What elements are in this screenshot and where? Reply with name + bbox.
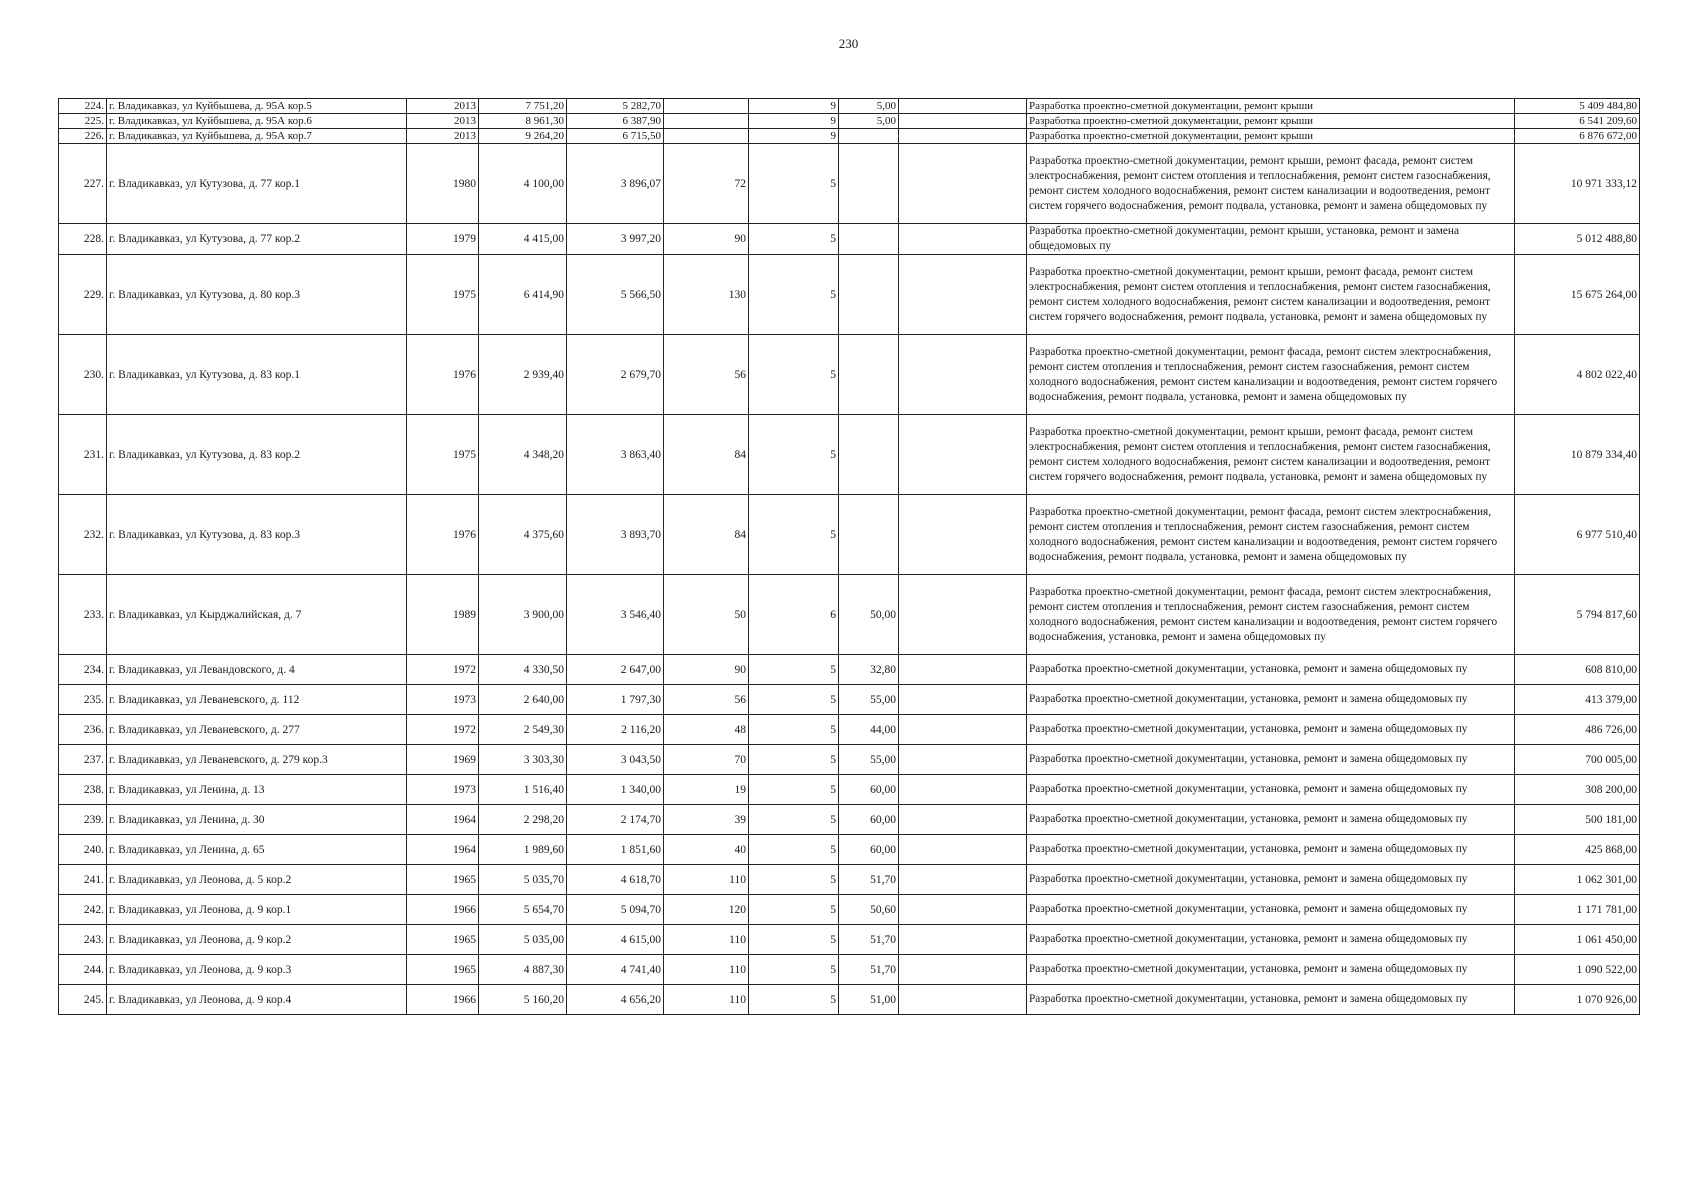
residents-cell: 40 [664,835,749,865]
address-cell: г. Владикавказ, ул Кутузова, д. 83 кор.2 [107,415,407,495]
work-description-cell: Разработка проектно-сметной документации, установка, ремонт и замена общедомовых пу [1027,655,1515,685]
blank-cell [899,495,1027,575]
residents-cell: 84 [664,495,749,575]
living-area-cell: 4 615,00 [567,925,664,955]
cost-cell: 413 379,00 [1515,685,1640,715]
row-number: 232. [59,495,107,575]
row-number: 227. [59,144,107,224]
residents-cell: 110 [664,865,749,895]
row-number: 228. [59,224,107,255]
wear-cell: 51,00 [839,985,899,1015]
total-area-cell: 4 330,50 [479,655,567,685]
table-row [59,775,1640,805]
total-area-cell: 5 160,20 [479,985,567,1015]
residents-cell: 56 [664,685,749,715]
living-area-cell: 2 116,20 [567,715,664,745]
cost-cell: 700 005,00 [1515,745,1640,775]
table-row [59,715,1640,745]
blank-cell [899,415,1027,495]
work-description-cell: Разработка проектно-сметной документации, установка, ремонт и замена общедомовых пу [1027,895,1515,925]
year-cell: 1964 [407,805,479,835]
row-number: 235. [59,685,107,715]
row-number: 234. [59,655,107,685]
total-area-cell: 3 900,00 [479,575,567,655]
address-cell: г. Владикавказ, ул Леонова, д. 9 кор.1 [107,895,407,925]
blank-cell [899,255,1027,335]
work-description-cell: Разработка проектно-сметной документации, ремонт крыши, ремонт фасада, ремонт систем электроснабжения, ремонт систем отопления и теплоснабжения, ремонт систем газоснабжения, ремонт систем холодного водоснабжения, ремонт систем канализации и водоотведения, ремонт систем горячего водоснабжения, ремонт подвала, установка, ремонт и замена общедомовых пу [1027,415,1515,495]
floors-cell: 9 [749,99,839,114]
floors-cell: 5 [749,655,839,685]
table-row [59,895,1640,925]
floors-cell: 5 [749,144,839,224]
floors-cell: 5 [749,955,839,985]
cost-cell: 4 802 022,40 [1515,335,1640,415]
wear-cell: 5,00 [839,114,899,129]
total-area-cell: 1 516,40 [479,775,567,805]
cost-cell: 5 409 484,80 [1515,99,1640,114]
row-number: 245. [59,985,107,1015]
table-row [59,865,1640,895]
table-row [59,495,1640,575]
blank-cell [899,575,1027,655]
table-row [59,745,1640,775]
residents-cell: 110 [664,985,749,1015]
year-cell: 1973 [407,775,479,805]
address-cell: г. Владикавказ, ул Куйбышева, д. 95А кор.7 [107,129,407,144]
total-area-cell: 5 035,00 [479,925,567,955]
wear-cell: 60,00 [839,775,899,805]
wear-cell: 44,00 [839,715,899,745]
living-area-cell: 2 174,70 [567,805,664,835]
table-row [59,144,1640,224]
living-area-cell: 3 863,40 [567,415,664,495]
cost-cell: 308 200,00 [1515,775,1640,805]
work-description-cell: Разработка проектно-сметной документации, установка, ремонт и замена общедомовых пу [1027,865,1515,895]
wear-cell [839,495,899,575]
residents-cell: 48 [664,715,749,745]
living-area-cell: 5 282,70 [567,99,664,114]
table-row [59,224,1640,255]
address-cell: г. Владикавказ, ул Леваневского, д. 112 [107,685,407,715]
work-description-cell: Разработка проектно-сметной документации, ремонт крыши [1027,99,1515,114]
floors-cell: 5 [749,715,839,745]
table-row [59,255,1640,335]
total-area-cell: 2 298,20 [479,805,567,835]
table-row [59,114,1640,129]
residents-cell: 50 [664,575,749,655]
total-area-cell: 9 264,20 [479,129,567,144]
floors-cell: 5 [749,224,839,255]
row-number: 224. [59,99,107,114]
table-row [59,99,1640,114]
cost-cell: 486 726,00 [1515,715,1640,745]
year-cell: 1973 [407,685,479,715]
row-number: 239. [59,805,107,835]
table-row [59,685,1640,715]
wear-cell [839,255,899,335]
cost-cell: 425 868,00 [1515,835,1640,865]
work-description-cell: Разработка проектно-сметной документации, установка, ремонт и замена общедомовых пу [1027,985,1515,1015]
total-area-cell: 4 415,00 [479,224,567,255]
blank-cell [899,895,1027,925]
floors-cell: 5 [749,685,839,715]
living-area-cell: 2 679,70 [567,335,664,415]
year-cell: 1965 [407,925,479,955]
residents-cell: 120 [664,895,749,925]
year-cell: 1989 [407,575,479,655]
work-description-cell: Разработка проектно-сметной документации, ремонт крыши, ремонт фасада, ремонт систем электроснабжения, ремонт систем отопления и теплоснабжения, ремонт систем газоснабжения, ремонт систем холодного водоснабжения, ремонт систем канализации и водоотведения, ремонт систем горячего водоснабжения, ремонт подвала, установка, ремонт и замена общедомовых пу [1027,255,1515,335]
row-number: 244. [59,955,107,985]
year-cell: 1965 [407,955,479,985]
floors-cell: 5 [749,895,839,925]
residents-cell: 110 [664,925,749,955]
table-row [59,129,1640,144]
floors-cell: 5 [749,495,839,575]
year-cell: 1969 [407,745,479,775]
year-cell: 1980 [407,144,479,224]
living-area-cell: 3 896,07 [567,144,664,224]
total-area-cell: 5 654,70 [479,895,567,925]
blank-cell [899,745,1027,775]
row-number: 238. [59,775,107,805]
residents-cell: 130 [664,255,749,335]
wear-cell [839,129,899,144]
floors-cell: 5 [749,835,839,865]
residents-cell: 56 [664,335,749,415]
year-cell: 1976 [407,335,479,415]
wear-cell: 51,70 [839,925,899,955]
address-cell: г. Владикавказ, ул Кырджалийская, д. 7 [107,575,407,655]
work-description-cell: Разработка проектно-сметной документации, установка, ремонт и замена общедомовых пу [1027,805,1515,835]
floors-cell: 5 [749,415,839,495]
blank-cell [899,129,1027,144]
blank-cell [899,805,1027,835]
address-cell: г. Владикавказ, ул Куйбышева, д. 95А кор.5 [107,99,407,114]
table-row [59,655,1640,685]
residents-cell: 90 [664,224,749,255]
residents-cell: 70 [664,745,749,775]
cost-cell: 500 181,00 [1515,805,1640,835]
work-description-cell: Разработка проектно-сметной документации, ремонт крыши, ремонт фасада, ремонт систем электроснабжения, ремонт систем отопления и теплоснабжения, ремонт систем газоснабжения, ремонт систем холодного водоснабжения, ремонт систем канализации и водоотведения, ремонт систем горячего водоснабжения, ремонт подвала, установка, ремонт и замена общедомовых пу [1027,144,1515,224]
cost-cell: 1 062 301,00 [1515,865,1640,895]
work-description-cell: Разработка проектно-сметной документации, установка, ремонт и замена общедомовых пу [1027,685,1515,715]
blank-cell [899,114,1027,129]
floors-cell: 5 [749,865,839,895]
living-area-cell: 6 387,90 [567,114,664,129]
repair-register-table [58,98,1640,1015]
blank-cell [899,925,1027,955]
living-area-cell: 6 715,50 [567,129,664,144]
year-cell: 1965 [407,865,479,895]
work-description-cell: Разработка проектно-сметной документации, ремонт крыши [1027,114,1515,129]
address-cell: г. Владикавказ, ул Ленина, д. 65 [107,835,407,865]
cost-cell: 1 171 781,00 [1515,895,1640,925]
wear-cell: 50,60 [839,895,899,925]
floors-cell: 5 [749,805,839,835]
address-cell: г. Владикавказ, ул Леонова, д. 5 кор.2 [107,865,407,895]
cost-cell: 608 810,00 [1515,655,1640,685]
table-row [59,925,1640,955]
total-area-cell: 8 961,30 [479,114,567,129]
living-area-cell: 4 618,70 [567,865,664,895]
row-number: 233. [59,575,107,655]
living-area-cell: 3 997,20 [567,224,664,255]
wear-cell: 50,00 [839,575,899,655]
wear-cell [839,335,899,415]
address-cell: г. Владикавказ, ул Кутузова, д. 77 кор.2 [107,224,407,255]
year-cell: 1966 [407,985,479,1015]
cost-cell: 1 061 450,00 [1515,925,1640,955]
blank-cell [899,985,1027,1015]
wear-cell: 55,00 [839,685,899,715]
total-area-cell: 6 414,90 [479,255,567,335]
cost-cell: 10 879 334,40 [1515,415,1640,495]
wear-cell: 51,70 [839,865,899,895]
total-area-cell: 5 035,70 [479,865,567,895]
year-cell: 1975 [407,255,479,335]
residents-cell [664,99,749,114]
blank-cell [899,865,1027,895]
living-area-cell: 4 656,20 [567,985,664,1015]
work-description-cell: Разработка проектно-сметной документации, установка, ремонт и замена общедомовых пу [1027,955,1515,985]
total-area-cell: 4 375,60 [479,495,567,575]
residents-cell: 110 [664,955,749,985]
blank-cell [899,685,1027,715]
address-cell: г. Владикавказ, ул Ленина, д. 13 [107,775,407,805]
total-area-cell: 2 549,30 [479,715,567,745]
total-area-cell: 2 640,00 [479,685,567,715]
cost-cell: 1 070 926,00 [1515,985,1640,1015]
row-number: 243. [59,925,107,955]
wear-cell [839,224,899,255]
address-cell: г. Владикавказ, ул Куйбышева, д. 95А кор.6 [107,114,407,129]
floors-cell: 5 [749,335,839,415]
total-area-cell: 4 887,30 [479,955,567,985]
table-row [59,805,1640,835]
blank-cell [899,224,1027,255]
living-area-cell: 3 546,40 [567,575,664,655]
total-area-cell: 7 751,20 [479,99,567,114]
residents-cell: 39 [664,805,749,835]
floors-cell: 6 [749,575,839,655]
total-area-cell: 4 348,20 [479,415,567,495]
total-area-cell: 1 989,60 [479,835,567,865]
address-cell: г. Владикавказ, ул Леваневского, д. 279 кор.3 [107,745,407,775]
table-row [59,955,1640,985]
floors-cell: 5 [749,775,839,805]
blank-cell [899,335,1027,415]
wear-cell: 55,00 [839,745,899,775]
blank-cell [899,655,1027,685]
residents-cell [664,114,749,129]
residents-cell: 90 [664,655,749,685]
address-cell: г. Владикавказ, ул Кутузова, д. 80 кор.3 [107,255,407,335]
year-cell: 1966 [407,895,479,925]
address-cell: г. Владикавказ, ул Кутузова, д. 83 кор.3 [107,495,407,575]
work-description-cell: Разработка проектно-сметной документации, ремонт фасада, ремонт систем электроснабжения, ремонт систем отопления и теплоснабжения, ремонт систем газоснабжения, ремонт систем холодного водоснабжения, ремонт систем канализации и водоотведения, ремонт систем горячего водоснабжения, ремонт подвала, установка, ремонт и замена общедомовых пу [1027,495,1515,575]
work-description-cell: Разработка проектно-сметной документации, установка, ремонт и замена общедомовых пу [1027,835,1515,865]
floors-cell: 9 [749,129,839,144]
cost-cell: 1 090 522,00 [1515,955,1640,985]
blank-cell [899,715,1027,745]
living-area-cell: 2 647,00 [567,655,664,685]
total-area-cell: 2 939,40 [479,335,567,415]
living-area-cell: 1 797,30 [567,685,664,715]
residents-cell [664,129,749,144]
wear-cell: 51,70 [839,955,899,985]
work-description-cell: Разработка проектно-сметной документации, ремонт крыши, установка, ремонт и замена общедомовых пу [1027,224,1515,255]
row-number: 231. [59,415,107,495]
work-description-cell: Разработка проектно-сметной документации, установка, ремонт и замена общедомовых пу [1027,775,1515,805]
row-number: 240. [59,835,107,865]
living-area-cell: 5 566,50 [567,255,664,335]
blank-cell [899,99,1027,114]
row-number: 225. [59,114,107,129]
work-description-cell: Разработка проектно-сметной документации, установка, ремонт и замена общедомовых пу [1027,745,1515,775]
living-area-cell: 5 094,70 [567,895,664,925]
living-area-cell: 4 741,40 [567,955,664,985]
wear-cell: 32,80 [839,655,899,685]
living-area-cell: 3 043,50 [567,745,664,775]
living-area-cell: 1 340,00 [567,775,664,805]
residents-cell: 72 [664,144,749,224]
year-cell: 1972 [407,715,479,745]
cost-cell: 6 876 672,00 [1515,129,1640,144]
cost-cell: 10 971 333,12 [1515,144,1640,224]
floors-cell: 5 [749,745,839,775]
work-description-cell: Разработка проектно-сметной документации, установка, ремонт и замена общедомовых пу [1027,925,1515,955]
cost-cell: 6 977 510,40 [1515,495,1640,575]
cost-cell: 5 794 817,60 [1515,575,1640,655]
row-number: 230. [59,335,107,415]
wear-cell [839,144,899,224]
residents-cell: 84 [664,415,749,495]
year-cell: 1979 [407,224,479,255]
blank-cell [899,835,1027,865]
year-cell: 1964 [407,835,479,865]
year-cell: 1975 [407,415,479,495]
year-cell: 1976 [407,495,479,575]
address-cell: г. Владикавказ, ул Левандовского, д. 4 [107,655,407,685]
work-description-cell: Разработка проектно-сметной документации, установка, ремонт и замена общедомовых пу [1027,715,1515,745]
cost-cell: 15 675 264,00 [1515,255,1640,335]
address-cell: г. Владикавказ, ул Кутузова, д. 83 кор.1 [107,335,407,415]
floors-cell: 5 [749,985,839,1015]
living-area-cell: 3 893,70 [567,495,664,575]
work-description-cell: Разработка проектно-сметной документации, ремонт фасада, ремонт систем электроснабжения, ремонт систем отопления и теплоснабжения, ремонт систем газоснабжения, ремонт систем холодного водоснабжения, ремонт систем канализации и водоотведения, ремонт систем горячего водоснабжения, ремонт подвала, установка, ремонт и замена общедомовых пу [1027,335,1515,415]
floors-cell: 9 [749,114,839,129]
total-area-cell: 3 303,30 [479,745,567,775]
cost-cell: 6 541 209,60 [1515,114,1640,129]
floors-cell: 5 [749,925,839,955]
wear-cell: 60,00 [839,835,899,865]
wear-cell: 60,00 [839,805,899,835]
row-number: 242. [59,895,107,925]
blank-cell [899,955,1027,985]
work-description-cell: Разработка проектно-сметной документации, ремонт фасада, ремонт систем электроснабжения, ремонт систем отопления и теплоснабжения, ремонт систем газоснабжения, ремонт систем холодного водоснабжения, ремонт систем канализации и водоотведения, ремонт систем горячего водоснабжения, установка, ремонт и замена общедомовых пу [1027,575,1515,655]
row-number: 241. [59,865,107,895]
row-number: 237. [59,745,107,775]
address-cell: г. Владикавказ, ул Леонова, д. 9 кор.2 [107,925,407,955]
address-cell: г. Владикавказ, ул Ленина, д. 30 [107,805,407,835]
row-number: 226. [59,129,107,144]
address-cell: г. Владикавказ, ул Кутузова, д. 77 кор.1 [107,144,407,224]
year-cell: 2013 [407,99,479,114]
row-number: 236. [59,715,107,745]
residents-cell: 19 [664,775,749,805]
table-row [59,575,1640,655]
table-body [59,99,1640,1015]
table-row [59,985,1640,1015]
floors-cell: 5 [749,255,839,335]
year-cell: 1972 [407,655,479,685]
address-cell: г. Владикавказ, ул Леонова, д. 9 кор.3 [107,955,407,985]
work-description-cell: Разработка проектно-сметной документации, ремонт крыши [1027,129,1515,144]
wear-cell [839,415,899,495]
year-cell: 2013 [407,129,479,144]
page-number: 230 [838,36,859,51]
table-row [59,335,1640,415]
blank-cell [899,775,1027,805]
cost-cell: 5 012 488,80 [1515,224,1640,255]
address-cell: г. Владикавказ, ул Леваневского, д. 277 [107,715,407,745]
table-row [59,415,1640,495]
blank-cell [899,144,1027,224]
living-area-cell: 1 851,60 [567,835,664,865]
wear-cell: 5,00 [839,99,899,114]
row-number: 229. [59,255,107,335]
table-row [59,835,1640,865]
address-cell: г. Владикавказ, ул Леонова, д. 9 кор.4 [107,985,407,1015]
total-area-cell: 4 100,00 [479,144,567,224]
year-cell: 2013 [407,114,479,129]
